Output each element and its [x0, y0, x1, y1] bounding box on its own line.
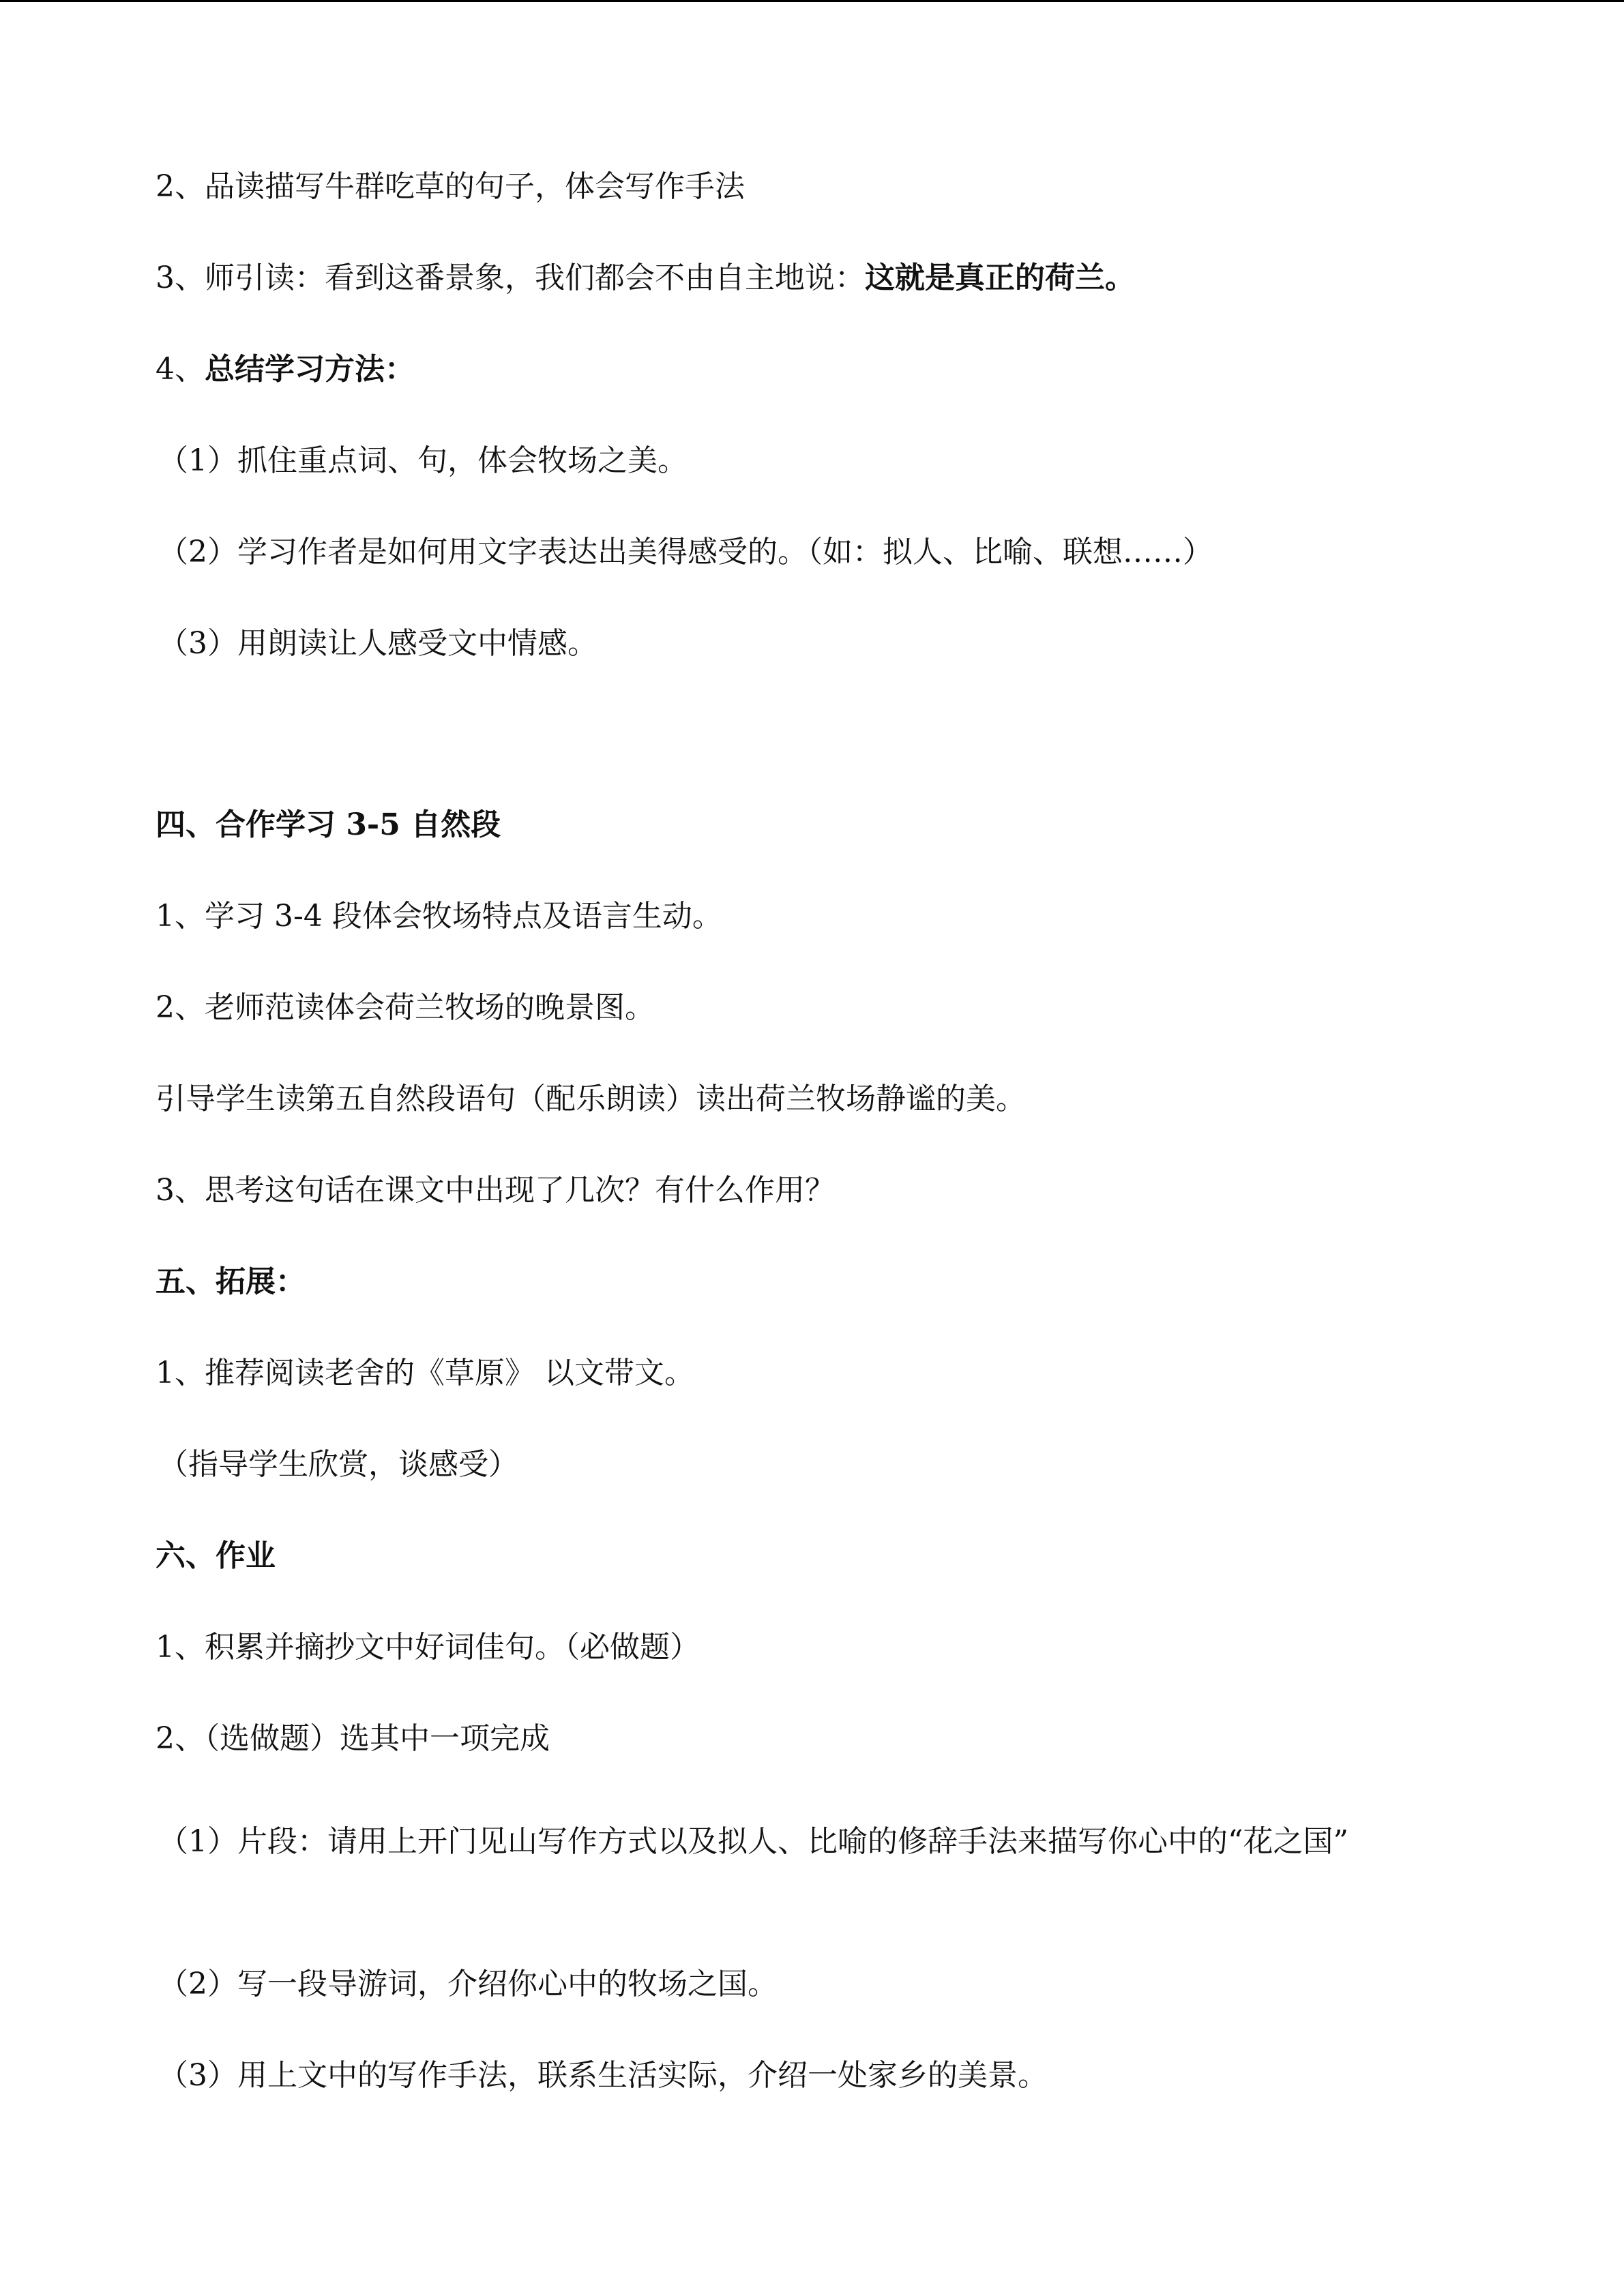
line-text: 3、思考这句话在课文中出现了几次？有什么作用？: [156, 1173, 835, 1208]
line-text: （指导学生欣赏，谈感受）: [158, 1447, 518, 1482]
heading-text: 六、作业: [156, 1538, 276, 1573]
section-heading: [156, 805, 1492, 846]
line-text: 4、: [156, 352, 205, 387]
line-text: 引导学生读第五自然段语句（配乐朗读）读出荷兰牧场静谧的美。: [156, 1082, 1026, 1116]
text-line: [158, 1810, 1427, 1874]
line-text: 1、学习 3-4 段体会牧场特点及语言生动。: [156, 899, 722, 934]
section-heading: [156, 1262, 1492, 1302]
text-line: [156, 987, 1492, 1028]
emphasis-text: 这就是真正的荷兰。: [865, 260, 1135, 295]
line-text: （3）用上文中的写作手法，联系生活实际，介绍一处家乡的美景。: [158, 2058, 1048, 2093]
line-text: 2、品读描写牛群吃草的句子，体会写作手法: [156, 169, 745, 204]
line-text: 1、推荐阅读老舍的《草原》 以文带文。: [156, 1356, 694, 1390]
line-text: （1）抓住重点词、句，体会牧场之美。: [158, 443, 688, 478]
line-text: （3）用朗读让人感受文中情感。: [158, 626, 597, 661]
text-line: [158, 1444, 1495, 1485]
section-heading: [156, 1536, 1492, 1577]
text-line: [156, 166, 1492, 207]
line-text: 1、积累并摘抄文中好词佳句。（必做题）: [156, 1630, 700, 1665]
line-text: 2、（选做题）选其中一项完成: [156, 1721, 550, 1756]
text-line: [156, 896, 1492, 937]
text-line: [156, 1170, 1492, 1211]
line-text: （2）学习作者是如何用文字表达出美得感受的。（如：拟人、比喻、联想……）: [158, 535, 1213, 569]
text-line: [158, 441, 1495, 481]
text-line: [156, 1627, 1492, 1668]
text-line: [158, 532, 1495, 573]
text-line: [158, 1964, 1495, 2005]
line-text: 2、老师范读体会荷兰牧场的晚景图。: [156, 990, 655, 1025]
text-line: [156, 258, 1492, 299]
text-line: [158, 623, 1495, 664]
heading-text: 五、拓展：: [156, 1264, 306, 1299]
text-line: [156, 1718, 1492, 1759]
emphasis-text: 总结学习方法：: [205, 352, 415, 387]
text-line: [158, 2055, 1495, 2096]
heading-text: 四、合作学习 3-5 自然段: [156, 807, 501, 842]
line-text: （2）写一段导游词，介绍你心中的牧场之国。: [158, 1967, 778, 2001]
text-line: [156, 1079, 1492, 1120]
text-line: [156, 1353, 1492, 1394]
line-text: 3、师引读：看到这番景象，我们都会不由自主地说：: [156, 260, 865, 295]
text-line: [156, 349, 1492, 390]
line-text: （1）片段：请用上开门见山写作方式以及拟人、比喻的修辞手法来描写你心中的“花之国”: [158, 1824, 1348, 1859]
